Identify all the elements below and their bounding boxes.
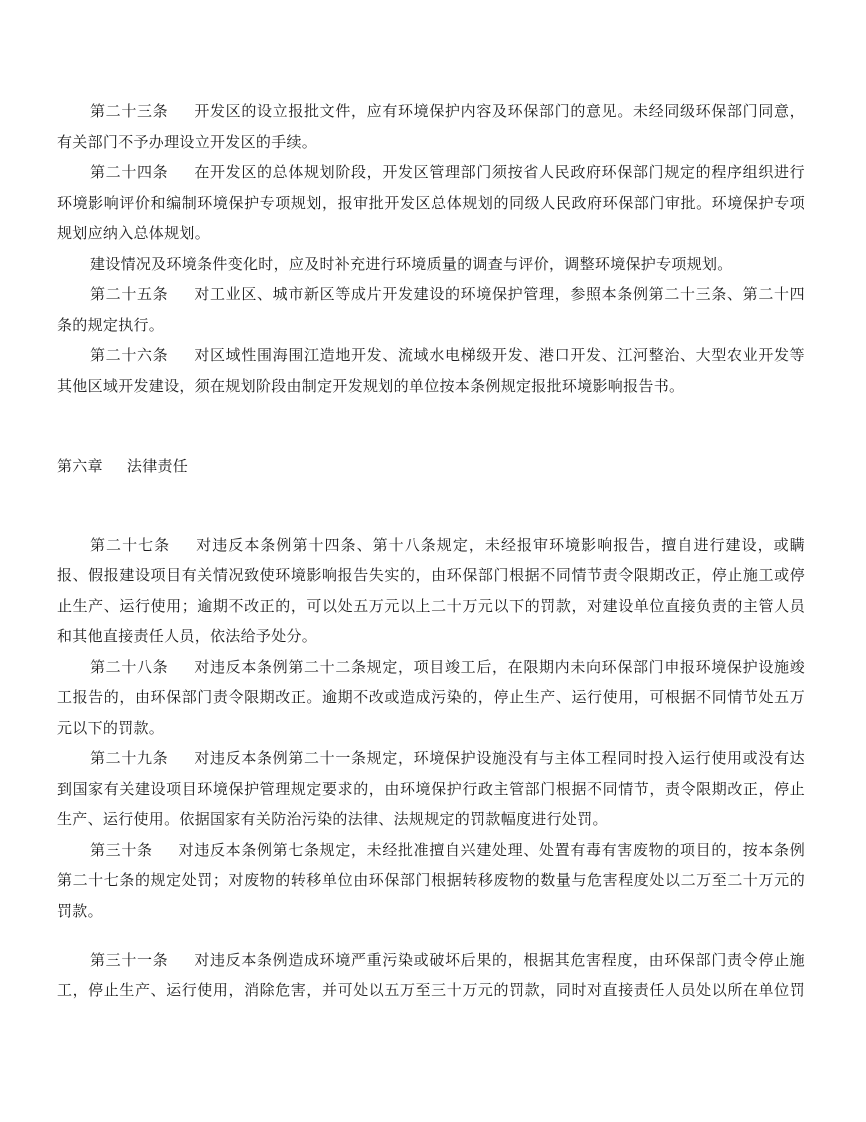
text-line xyxy=(57,96,805,127)
article-26 xyxy=(57,340,805,401)
text-line: 到国家有关建设项目环境保护管理规定要求的，由环境保护行政主管部门根据不同情节，责令限期改正，停止 xyxy=(57,779,805,798)
article-text: 对违反本条例第二十一条规定，环境保护设施没有与主体工程同时投入运行使用或没有达 xyxy=(194,749,805,767)
text-line xyxy=(57,743,805,774)
text-line xyxy=(57,945,805,976)
text-line: 条的规定执行。 xyxy=(57,315,165,334)
text-line: 有关部门不予办理设立开发区的手续。 xyxy=(57,132,318,151)
article-23 xyxy=(57,96,805,157)
articles-section-1 xyxy=(57,96,805,401)
text-line: 和其他直接责任人员，依法给予处分。 xyxy=(57,627,318,645)
article-24 xyxy=(57,157,805,249)
paragraph-continuation xyxy=(57,249,805,280)
text-line: 规划应纳入总体规划。 xyxy=(57,224,211,242)
article-text: 对违反本条例造成环境严重污染或破坏后果的，根据其危害程度，由环保部门责令停止施 xyxy=(194,950,805,969)
article-text: 对违反本条例第二十二条规定，项目竣工后，在限期内未向环保部门申报环境保护设施竣 xyxy=(194,657,805,676)
text-line: 生产、运行使用。依据国家有关防治污染的法律、法规规定的罚款幅度进行处罚。 xyxy=(57,810,608,828)
article-29 xyxy=(57,743,805,835)
text-line xyxy=(57,340,805,371)
article-25 xyxy=(57,279,805,340)
text-line: 第二十七条的规定处罚；对废物的转移单位由环保部门根据转移废物的数量与危害程度处以二万至二十万元的 xyxy=(57,871,805,889)
article-number: 第二十五条 xyxy=(90,285,169,303)
article-30 xyxy=(57,835,805,927)
article-number: 第二十七条 xyxy=(90,535,171,554)
text-line: 报、假报建设项目有关情况致使环境影响报告失实的，由环保部门根据不同情节责令限期改正，停止施工或停 xyxy=(57,566,805,584)
text-line: 元以下的罚款。 xyxy=(57,718,165,737)
article-number: 第二十六条 xyxy=(90,346,169,364)
article-28 xyxy=(57,652,805,744)
article-text: 在开发区的总体规划阶段，开发区管理部门须按省人民政府环保部门规定的程序组织进行 xyxy=(194,163,805,181)
article-text: 对工业区、城市新区等成片开发建设的环境保护管理，参照本条例第二十三条、第二十四 xyxy=(194,285,805,303)
text-line: 环境影响评价和编制环境保护专项规划，报审批开发区总体规划的同级人民政府环保部门审批。环境保护专项 xyxy=(57,193,805,212)
article-number: 第二十三条 xyxy=(90,102,169,120)
text-line: 工报告的，由环保部门责令限期改正。逾期不改或造成污染的，停止生产、运行使用，可根据不同情节处五万 xyxy=(57,688,805,706)
text-line xyxy=(57,157,805,188)
text-line xyxy=(57,835,805,866)
article-text: 对违反本条例第十四条、第十八条规定，未经报审环境影响报告，擅自进行建设，或瞒 xyxy=(196,535,805,554)
text-line xyxy=(57,249,805,280)
text-line xyxy=(57,279,805,310)
articles-section-2 xyxy=(57,530,805,927)
article-text: 对区域性围海围江造地开发、流域水电梯级开发、港口开发、江河整治、大型农业开发等 xyxy=(194,346,805,364)
text-line: 罚款。 xyxy=(57,901,103,920)
article-number: 第二十九条 xyxy=(90,749,169,767)
article-31 xyxy=(57,945,805,1006)
article-text: 对违反本条例第七条规定，未经批准擅自兴建处理、处置有毒有害废物的项目的，按本条例 xyxy=(178,840,805,859)
article-number: 第二十八条 xyxy=(90,657,169,676)
text-line: 止生产、运行使用；逾期不改正的，可以处五万元以上二十万元以下的罚款，对建设单位直接负责的主管人员 xyxy=(57,596,805,615)
article-number: 第三十条 xyxy=(90,840,153,859)
text-line: 其他区域开发建设，须在规划阶段由制定开发规划的单位按本条例规定报批环境影响报告书。 xyxy=(57,376,685,395)
article-number: 第三十一条 xyxy=(90,950,169,969)
chapter-heading xyxy=(57,451,805,482)
article-27 xyxy=(57,530,805,652)
text-line xyxy=(57,652,805,683)
text-line: 工，停止生产、运行使用，消除危害，并可处以五万至三十万元的罚款，同时对直接责任人员处以所在单位罚 xyxy=(57,981,805,999)
chapter-title: 法律责任 xyxy=(126,456,189,475)
chapter-number: 第六章 xyxy=(57,456,103,475)
articles-section-3 xyxy=(57,945,805,1006)
paragraph-text: 建设情况及环境条件变化时，应及时补充进行环境质量的调查与评价，调整环境保护专项规划。 xyxy=(90,254,733,273)
article-number: 第二十四条 xyxy=(90,163,169,181)
article-text: 开发区的设立报批文件，应有环境保护内容及环保部门的意见。未经同级环保部门同意， xyxy=(194,102,805,120)
text-line xyxy=(57,530,805,561)
